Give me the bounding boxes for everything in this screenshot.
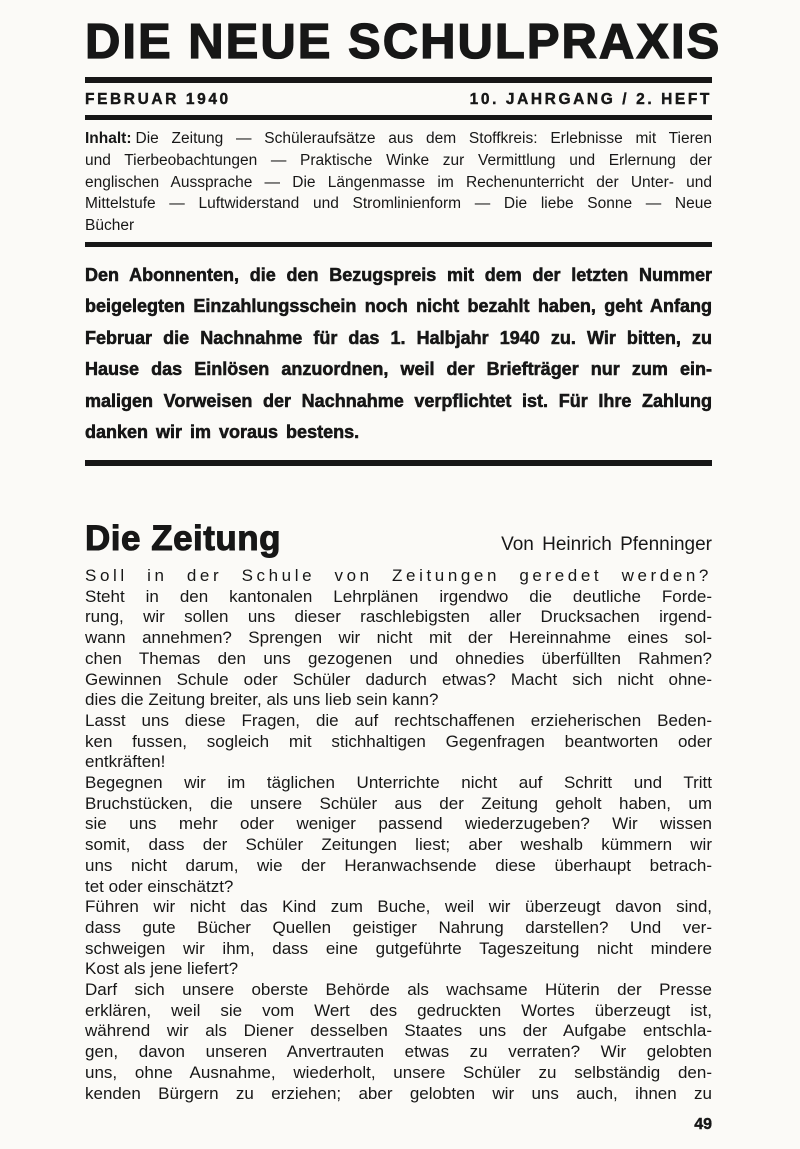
inhalt-line: englischen Aussprache — Die Längenmasse im Rechenunterricht der Unter- und [85, 173, 712, 191]
issue-row [85, 91, 712, 109]
article-paragraph-2 [85, 711, 712, 773]
article-paragraph-1 [85, 587, 712, 711]
notice-line: danken wir im voraus bestens. [85, 422, 360, 443]
inhalt-section [85, 128, 712, 237]
masthead-title: DIE NEUE SCHULPRAXIS [85, 15, 722, 69]
notice-line: Februar die Nachnahme für das 1. Halbjahr 1940 zu. Wir bitten, zu [85, 327, 712, 348]
body-line: Darf sich unsere oberste Behörde als wachsame Hüterin der Presse [85, 980, 712, 1000]
notice-line: maligen Vorweisen der Nachnahme verpflichtet ist. Für Ihre Zahlung [85, 390, 712, 411]
article-paragraph-3 [85, 773, 712, 897]
article-paragraph-4 [85, 897, 712, 980]
notice-rule [85, 460, 712, 466]
issue-volume: 10. JAHRGANG / 2. HEFT [469, 91, 712, 108]
body-line: tet oder einschätzt? [85, 876, 234, 896]
body-line: schweigen wir ihm, dass eine gutgeführte Tageszeitung nicht mindere [85, 938, 712, 958]
body-line: dass gute Bücher Quellen geistiger Nahrung darstellen? Und ver- [85, 917, 712, 937]
body-line: uns nicht darum, wie der Heranwachsende diese überhaupt betrach- [85, 855, 712, 875]
article-byline: Von Heinrich Pfenninger [501, 533, 712, 555]
body-line: Kost als jene liefert? [85, 959, 239, 979]
body-line: Begegnen wir im täglichen Unterrichte nicht auf Schritt und Tritt [85, 773, 712, 793]
body-line: Lasst uns diese Fragen, die auf rechtschaffenen erzieherischen Beden- [85, 710, 712, 730]
header-rule-mid [85, 115, 712, 120]
body-line: gen, davon unseren Anvertrauten etwas zu verraten? Wir gelobten [85, 1042, 712, 1062]
inhalt-line: und Tierbeobachtungen — Praktische Winke zur Vermittlung und Erlernung der [85, 151, 712, 169]
body-line: wann annehmen? Sprengen wir nicht mit der Hereinnahme eines sol- [85, 628, 712, 648]
subscription-notice [85, 260, 712, 449]
header-rule-top [85, 77, 712, 83]
body-line: Steht in den kantonalen Lehrplänen irgendwo die deutliche Forde- [85, 586, 712, 606]
notice-line: Den Abonnenten, die den Bezugspreis mit dem der letzten Nummer [85, 264, 712, 285]
body-line: dies die Zeitung breiter, als uns lieb sein kann? [85, 690, 439, 710]
article-paragraph-5 [85, 980, 712, 1104]
inhalt-label: Inhalt: [85, 130, 132, 147]
body-line: rung, wir sollen uns dieser raschlebigsten aller Drucksachen irgend- [85, 607, 712, 627]
body-line: Führen wir nicht das Kind zum Buche, weil wir überzeugt davon sind, [85, 897, 712, 917]
article-lead-line: Soll in der Schule von Zeitungen geredet werden? [85, 565, 712, 585]
body-line: entkräften! [85, 752, 166, 772]
inhalt-first-line [85, 128, 712, 150]
inhalt-lines [85, 150, 712, 237]
inhalt-rule [85, 242, 712, 247]
article-title: Die Zeitung [85, 518, 282, 558]
body-line: während wir als Diener desselben Staates uns der Aufgabe entschla- [85, 1021, 712, 1041]
issue-date: FEBRUAR 1940 [85, 91, 231, 108]
page-number: 49 [694, 1116, 712, 1134]
inhalt-line: Mittelstufe — Luftwiderstand und Stromlinienform — Die liebe Sonne — Neue [85, 195, 712, 213]
article-body [85, 566, 712, 1104]
body-line: ken fussen, sogleich mit stichhaltigen Gegenfragen beantworten oder [85, 731, 712, 751]
body-line: uns, ohne Ausnahme, wiederholt, unsere Schüler zu selbständig den- [85, 1062, 712, 1082]
body-line: erklären, weil sie vom Wert des gedruckten Wortes überzeugt ist, [85, 1000, 712, 1020]
body-line: somit, dass der Schüler Zeitungen liest; aber weshalb kümmern wir [85, 835, 712, 855]
body-line: sie uns mehr oder weniger passend wiederzugeben? Wir wissen [85, 814, 712, 834]
notice-line: beigelegten Einzahlungsschein noch nicht bezahlt haben, geht Anfang [85, 296, 712, 317]
body-line: Gewinnen Schule oder Schüler dadurch etwas? Macht sich nicht ohne- [85, 669, 712, 689]
body-line: Bruchstücken, die unsere Schüler aus der Zeitung geholt haben, um [85, 793, 712, 813]
inhalt-first-line-text: Die Zeitung — Schüleraufsätze aus dem Stoffkreis: Erlebnisse mit Tieren [135, 130, 712, 147]
body-line: chen Themas den uns gezogenen und ohnedies überfüllten Rahmen? [85, 648, 712, 668]
article-header [85, 520, 712, 558]
notice-line: Hause das Einlösen anzuordnen, weil der Briefträger nur zum ein- [85, 359, 712, 380]
body-line: kenden Bürgern zu erziehen; aber gelobten wir uns auch, ihnen zu [85, 1083, 712, 1103]
inhalt-line: Bücher [85, 217, 135, 235]
